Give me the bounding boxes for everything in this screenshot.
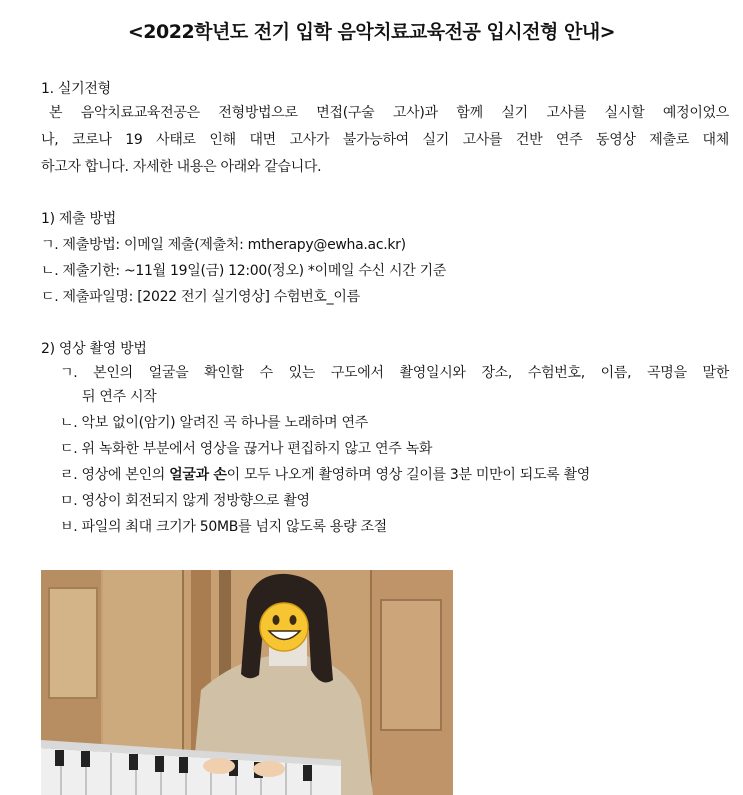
video-item-4-bold: 얼굴과 손: [169, 467, 227, 483]
video-item-4-post: 이 모두 나오게 촬영하며 영상 길이를 3분 미만이 되도록 촬영: [226, 467, 590, 483]
intro-paragraph-line-2: 나, 코로나 19 사태로 인해 대면 고사가 불가능하여 실기 고사를 건반 연주 동영상 제출로 대체: [41, 132, 729, 148]
video-item-2: ㄴ. 악보 없이(암기) 알려진 곡 하나를 노래하며 연주: [60, 415, 369, 431]
intro-paragraph-line-3: 하고자 합니다. 자세한 내용은 아래와 같습니다.: [41, 159, 322, 175]
submit-item-method: ㄱ. 제출방법: 이메일 제출(제출처: mtherapy@ewha.ac.kr): [41, 237, 406, 253]
submit-method-heading: 1) 제출 방법: [41, 211, 116, 227]
video-item-6: ㅂ. 파일의 최대 크기가 50MB를 넘지 않도록 용량 조절: [60, 519, 387, 535]
video-item-4-pre: ㄹ. 영상에 본인의: [60, 467, 170, 483]
video-method-heading: 2) 영상 촬영 방법: [41, 341, 147, 357]
video-item-4: [60, 464, 590, 484]
submit-item-filename: ㄷ. 제출파일명: [2022 전기 실기영상] 수험번호_이름: [41, 289, 360, 305]
video-item-5: ㅁ. 영상이 회전되지 않게 정방향으로 촬영: [60, 493, 310, 509]
example-photo-illustration: [41, 570, 453, 795]
section-heading-practical: 1. 실기전형: [41, 81, 111, 97]
example-photo: [41, 570, 453, 795]
submit-item-deadline: ㄴ. 제출기한: ~11월 19일(금) 12:00(정오) *이메일 수신 시간 기준: [41, 263, 447, 279]
intro-paragraph-line-1: 본 음악치료교육전공은 전형방법으로 면접(구술 고사)과 함께 실기 고사를 실시할 예정이었으: [49, 105, 729, 121]
video-item-1-line-2: 뒤 연주 시작: [82, 389, 157, 405]
video-item-3: ㄷ. 위 녹화한 부분에서 영상을 끊거나 편집하지 않고 연주 녹화: [60, 441, 433, 457]
page-title: <2022학년도 전기 입학 음악치료교육전공 입시전형 안내>: [127, 21, 616, 43]
video-item-1-line-1: ㄱ. 본인의 얼굴을 확인할 수 있는 구도에서 촬영일시와 장소, 수험번호, 이름, 곡명을 말한: [60, 365, 729, 381]
